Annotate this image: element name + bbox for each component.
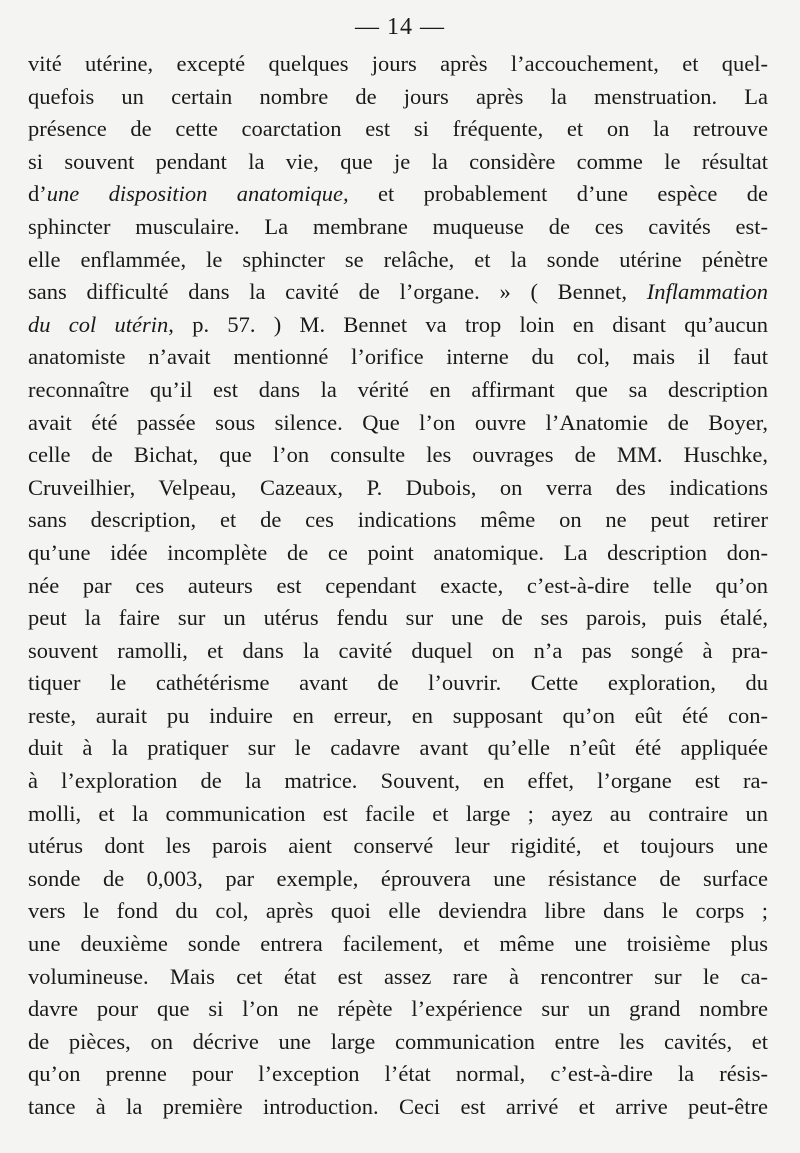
text-line: [28, 1026, 768, 1059]
text-line: [28, 700, 768, 733]
text-line: [28, 895, 768, 928]
text-segment: avait été passée sous silence. Que l’on ouvre l’Anatomie de Boyer,: [28, 409, 768, 435]
text-segment: tiquer le cathétérisme avant de l’ouvrir. Cette exploration, du: [28, 670, 768, 696]
text-line: [28, 765, 768, 798]
text-segment: davre pour que si l’on ne répète l’expérience sur un grand nombre: [28, 996, 768, 1022]
text-segment: qu’on prenne pour l’exception l’état normal, c’est-à-dire la résis-: [28, 1061, 768, 1087]
text-segment: duit à la pratiquer sur le cadavre avant qu’elle n’eût été appliquée: [28, 735, 768, 761]
text-segment: Cruveilhier, Velpeau, Cazeaux, P. Dubois, on verra des indications: [28, 474, 768, 500]
text-line: [28, 667, 768, 700]
text-line: [28, 276, 768, 309]
text-line: [28, 830, 768, 863]
text-line: [28, 602, 768, 635]
italic-text: Inflammation: [646, 279, 768, 305]
text-line: [28, 798, 768, 831]
text-line: [28, 961, 768, 994]
text-segment: anatomiste n’avait mentionné l’orifice interne du col, mais il faut: [28, 344, 768, 370]
text-line: [28, 211, 768, 244]
text-segment: volumineuse. Mais cet état est assez rare à rencontrer sur le ca-: [28, 963, 768, 989]
text-segment: et probablement d’une espèce de: [348, 181, 768, 207]
text-line: [28, 635, 768, 668]
text-line: [28, 341, 768, 374]
text-segment: molli, et la communication est facile et large ; ayez au contraire un: [28, 800, 768, 826]
page-number: — 14 —: [355, 14, 445, 40]
text-segment: sphincter musculaire. La membrane muqueuse de ces cavités est-: [28, 213, 768, 239]
text-segment: qu’une idée incomplète de ce point anatomique. La description don-: [28, 539, 768, 565]
text-line: [28, 504, 768, 537]
text-line: [28, 439, 768, 472]
text-line: [28, 570, 768, 603]
text-segment: vers le fond du col, après quoi elle deviendra libre dans le corps ;: [28, 898, 768, 924]
text-segment: reconnaître qu’il est dans la vérité en affirmant que sa description: [28, 376, 768, 402]
text-line: [28, 732, 768, 765]
text-line: [28, 537, 768, 570]
text-line: [28, 81, 768, 114]
text-segment: d’: [28, 181, 47, 207]
text-segment: vité utérine, excepté quelques jours après l’accouchement, et quel-: [28, 51, 768, 76]
text-segment: quefois un certain nombre de jours après la menstruation. La: [28, 83, 768, 109]
text-segment: de pièces, on décrive une large communication entre les cavités, et: [28, 1028, 768, 1054]
text-segment: utérus dont les parois aient conservé leur rigidité, et toujours une: [28, 833, 768, 859]
text-line: [28, 309, 768, 342]
text-line: [28, 472, 768, 505]
text-segment: sonde de 0,003, par exemple, éprouvera une résistance de surface: [28, 865, 768, 891]
text-segment: tance à la première introduction. Ceci est arrivé et arrive peut-être: [28, 1094, 768, 1119]
text-segment: , p. 57. ) M. Bennet va trop loin en disant qu’aucun: [168, 311, 768, 337]
text-segment: elle enflammée, le sphincter se relâche, et la sonde utérine pénètre: [28, 246, 768, 272]
text-segment: peut la faire sur un utérus fendu sur une de ses parois, puis étalé,: [28, 605, 768, 631]
text-line: [28, 407, 768, 440]
italic-text: du col utérin: [28, 311, 169, 337]
text-line: [28, 374, 768, 407]
text-line: [28, 1058, 768, 1091]
text-segment: à l’exploration de la matrice. Souvent, en effet, l’organe est ra-: [28, 768, 768, 794]
text-segment: présence de cette coarctation est si fréquente, et on la retrouve: [28, 116, 768, 142]
text-segment: née par ces auteurs est cependant exacte, c’est-à-dire telle qu’on: [28, 572, 768, 598]
text-line: [28, 993, 768, 1026]
text-segment: sans difficulté dans la cavité de l’organe. » ( Bennet,: [28, 279, 647, 305]
italic-text: une disposition anatomique,: [46, 181, 349, 207]
text-segment: souvent ramolli, et dans la cavité duquel on n’a pas songé à pra-: [28, 637, 768, 663]
body-text: [28, 48, 768, 1124]
text-line: [28, 1091, 768, 1124]
text-line: [28, 178, 768, 211]
text-segment: sans description, et de ces indications même on ne peut retirer: [28, 507, 768, 533]
text-segment: si souvent pendant la vie, que je la considère comme le résultat: [28, 148, 768, 174]
text-line: [28, 146, 768, 179]
text-line: [28, 48, 768, 81]
text-line: [28, 928, 768, 961]
text-line: [28, 863, 768, 896]
text-segment: celle de Bichat, que l’on consulte les ouvrages de MM. Huschke,: [28, 442, 768, 468]
text-segment: reste, aurait pu induire en erreur, en supposant qu’on eût été con-: [28, 702, 768, 728]
text-segment: une deuxième sonde entrera facilement, et même une troisième plus: [28, 931, 768, 957]
text-line: [28, 113, 768, 146]
text-line: [28, 244, 768, 277]
